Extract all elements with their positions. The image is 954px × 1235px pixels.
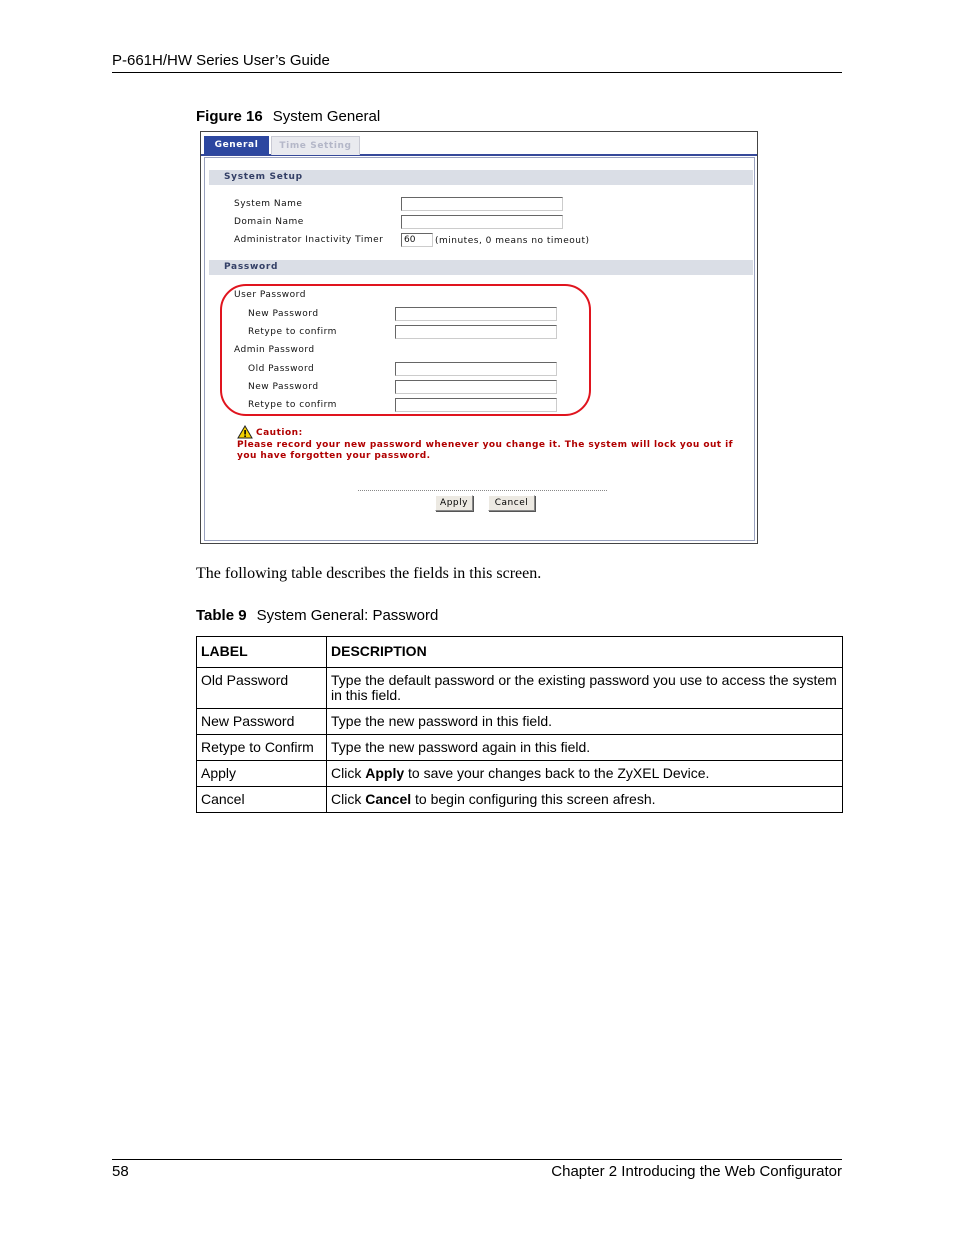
apply-button[interactable]: Apply	[435, 495, 473, 511]
row-label: Retype to Confirm	[197, 735, 327, 761]
user-password-label: User Password	[234, 290, 306, 300]
password-heading: Password	[209, 260, 753, 275]
table-caption	[196, 607, 438, 624]
inactivity-timer-label: Administrator Inactivity Timer	[234, 235, 384, 245]
row-label: Old Password	[197, 668, 327, 709]
domain-name-label: Domain Name	[234, 217, 304, 227]
table-number: Table 9	[196, 607, 247, 624]
row-description: Type the new password again in this field.	[327, 735, 843, 761]
table-header-row	[197, 637, 843, 668]
old-password-label: Old Password	[248, 364, 315, 374]
header-description: DESCRIPTION	[327, 637, 843, 668]
caution-title: Caution:	[256, 428, 303, 438]
old-password-input[interactable]	[395, 362, 557, 376]
admin-retype-input[interactable]	[395, 398, 557, 412]
tab-general[interactable]: General	[204, 136, 269, 155]
row-description: Type the default password or the existing password you use to access the system in this field.	[327, 668, 843, 709]
row-description: Type the new password in this field.	[327, 709, 843, 735]
divider	[358, 490, 607, 491]
table-row	[197, 735, 843, 761]
row-label: Apply	[197, 761, 327, 787]
desc-pre: Click	[331, 765, 366, 781]
settings-panel	[204, 157, 755, 541]
domain-name-input[interactable]	[401, 215, 563, 229]
warning-icon	[237, 425, 253, 439]
desc-post: to save your changes back to the ZyXEL Device.	[404, 765, 710, 781]
caution-text: Please record your new password whenever you change it. The system will lock you out if you have forgotten your password.	[237, 440, 734, 461]
cancel-button[interactable]: Cancel	[488, 495, 535, 511]
chapter-title: Chapter 2 Introducing the Web Configurator	[551, 1163, 842, 1180]
admin-new-password-label: New Password	[248, 382, 319, 392]
row-description	[327, 761, 843, 787]
desc-pre: Click	[331, 791, 366, 807]
system-name-input[interactable]	[401, 197, 563, 211]
screenshot-frame	[200, 131, 758, 544]
inactivity-timer-input[interactable]: 60	[401, 233, 433, 247]
table-title: System General: Password	[256, 607, 439, 624]
new-password-label: New Password	[248, 309, 319, 319]
intro-text: The following table describes the fields in this screen.	[196, 565, 542, 582]
running-footer	[112, 1159, 842, 1180]
row-description	[327, 787, 843, 813]
table-row	[197, 709, 843, 735]
description-table	[196, 636, 843, 813]
new-password-input[interactable]	[395, 307, 557, 321]
table-row	[197, 668, 843, 709]
system-setup-heading: System Setup	[209, 170, 753, 185]
system-name-label: System Name	[234, 199, 303, 209]
figure-title: System General	[272, 108, 381, 125]
table-row	[197, 787, 843, 813]
row-label: New Password	[197, 709, 327, 735]
header-label: LABEL	[197, 637, 327, 668]
tab-bar	[201, 132, 757, 156]
inactivity-timer-hint: (minutes, 0 means no timeout)	[435, 236, 590, 246]
admin-password-label: Admin Password	[234, 345, 315, 355]
figure-number: Figure 16	[196, 108, 263, 125]
retype-password-input[interactable]	[395, 325, 557, 339]
row-label: Cancel	[197, 787, 327, 813]
running-header: P-661H/HW Series User’s Guide	[112, 52, 842, 73]
table-row	[197, 761, 843, 787]
retype-password-label: Retype to confirm	[248, 327, 337, 337]
tab-time-setting[interactable]: Time Setting	[271, 136, 360, 155]
figure-caption	[196, 108, 380, 125]
admin-new-password-input[interactable]	[395, 380, 557, 394]
desc-post: to begin configuring this screen afresh.	[411, 791, 656, 807]
page-number: 58	[112, 1163, 129, 1180]
admin-retype-label: Retype to confirm	[248, 400, 337, 410]
desc-bold: Apply	[365, 765, 405, 781]
desc-bold: Cancel	[365, 791, 412, 807]
